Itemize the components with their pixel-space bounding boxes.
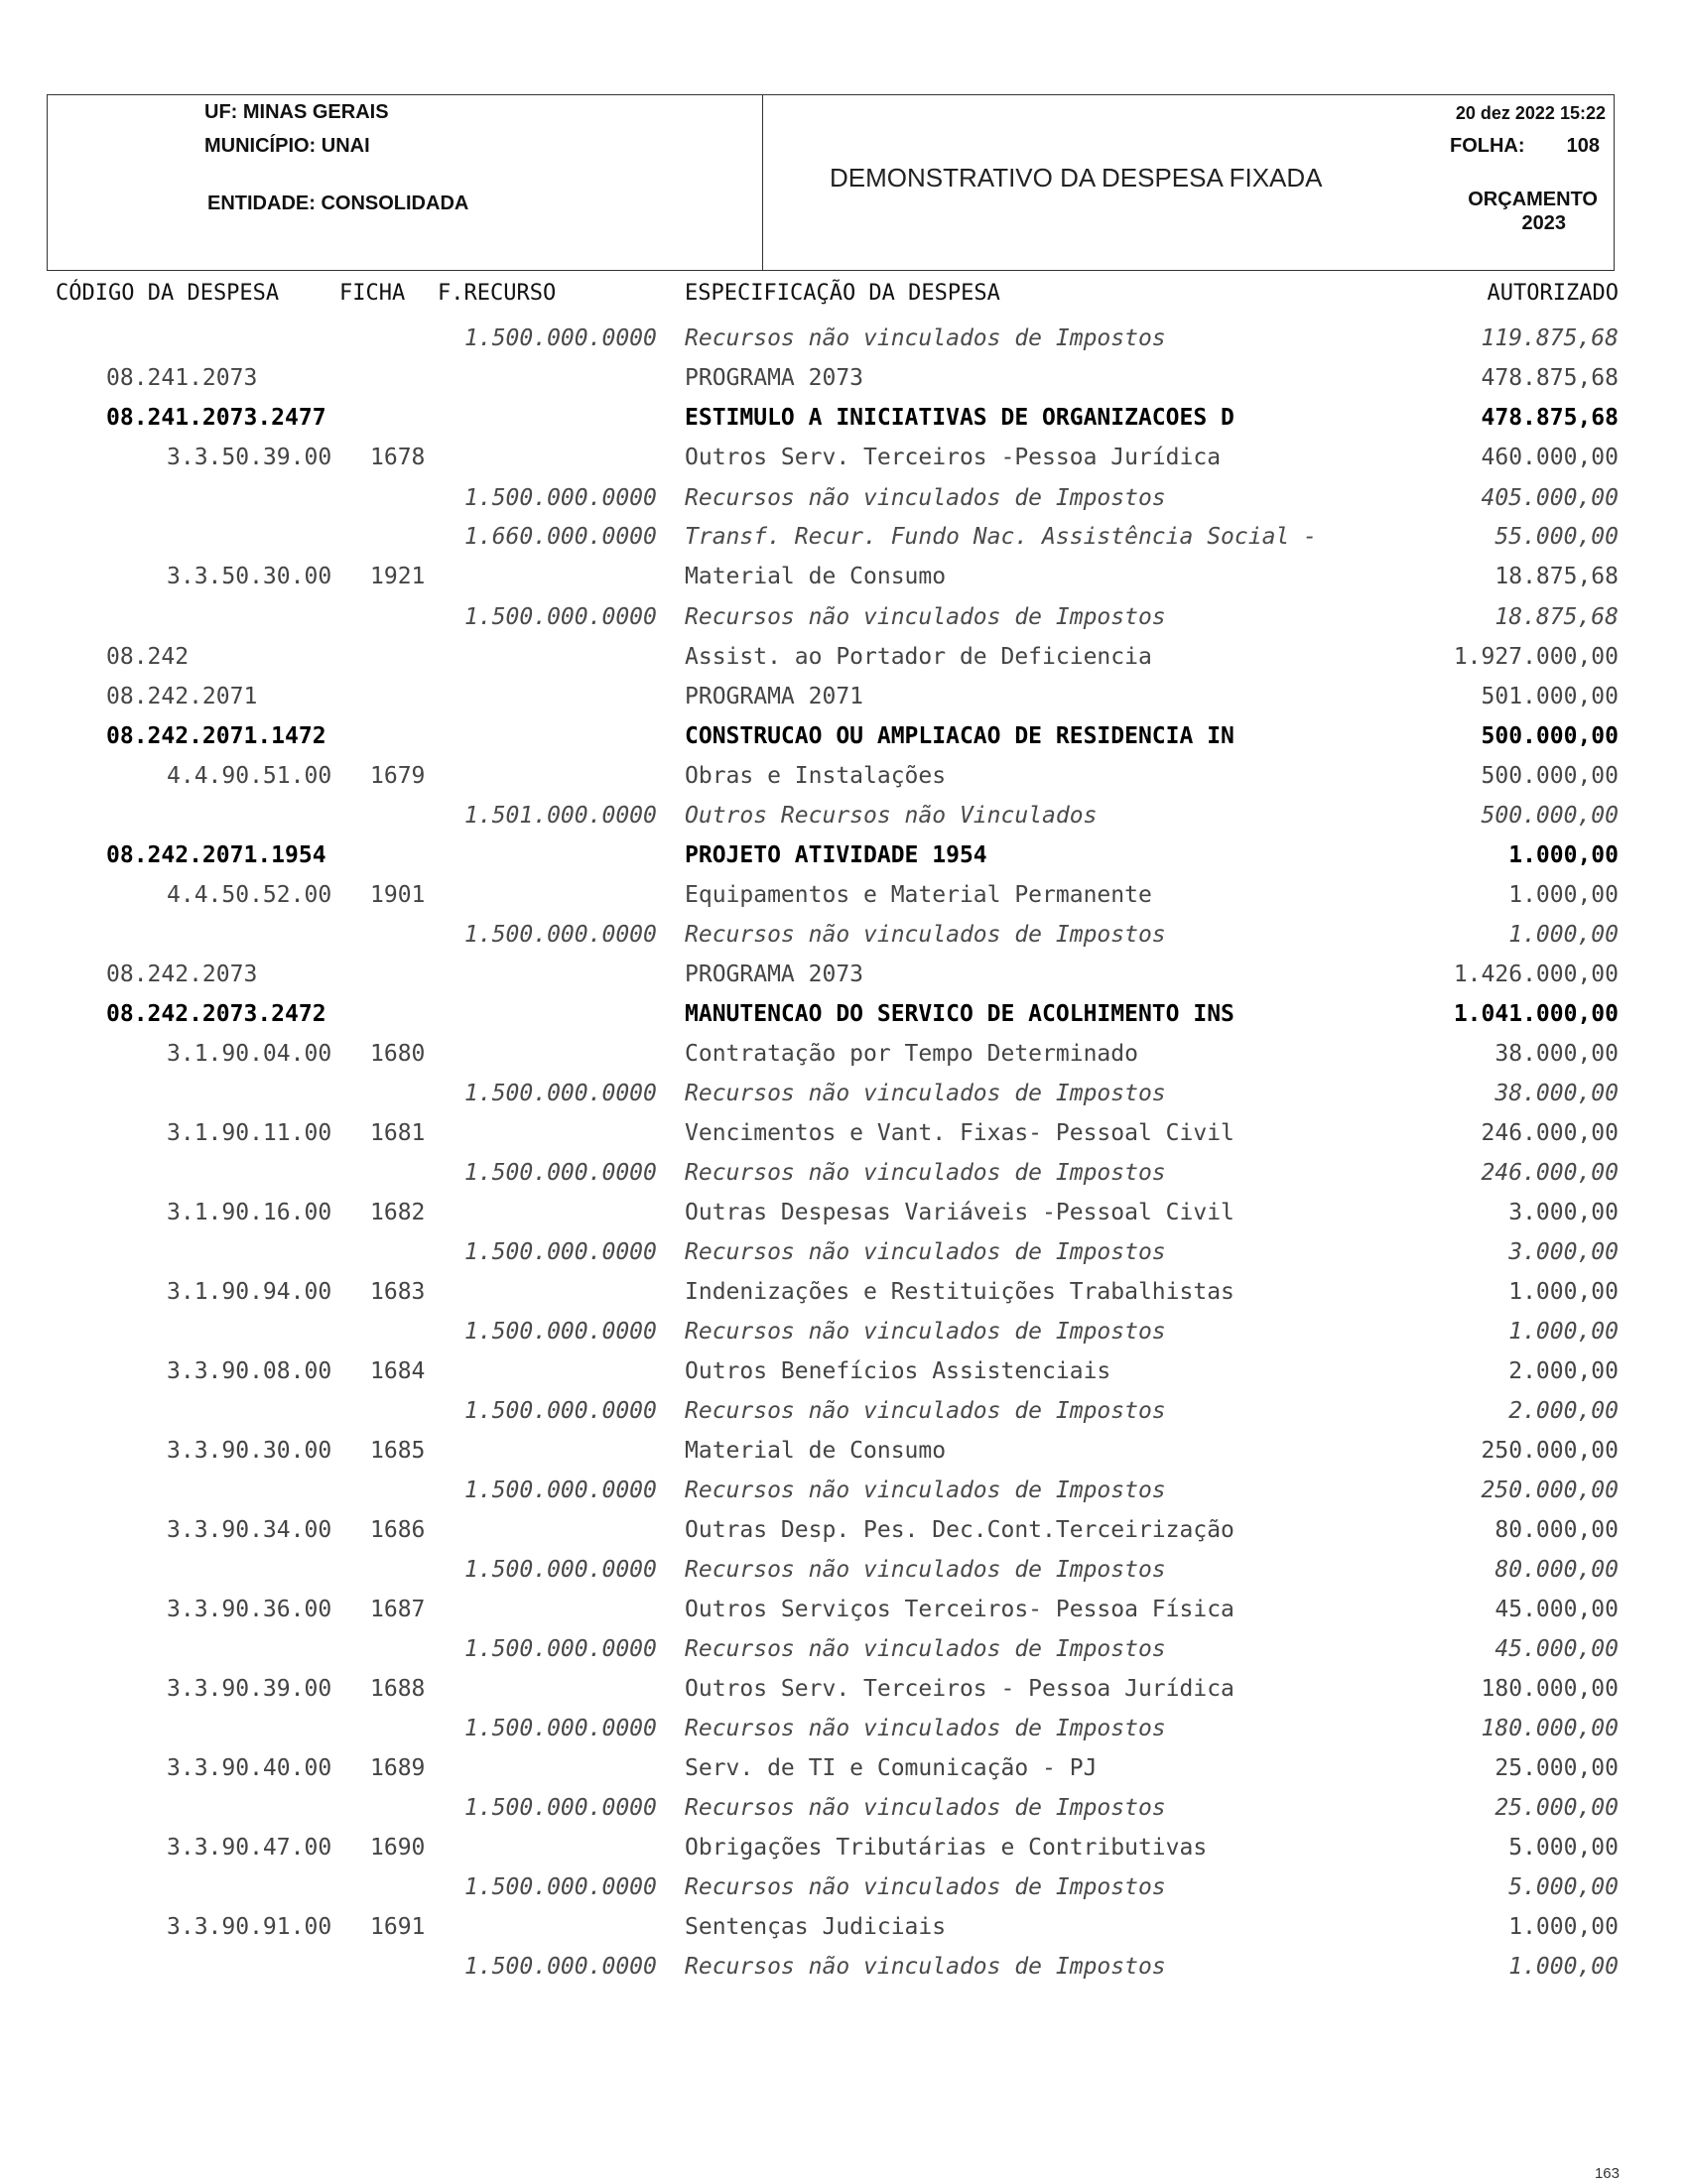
element-row [0, 1590, 1688, 1629]
row-value: 2.000,00 [1508, 1398, 1619, 1424]
row-value: 25.000,00 [1494, 1755, 1619, 1781]
element-row [0, 756, 1688, 796]
row-recurso: 1.500.000.0000 [464, 1477, 657, 1503]
row-value: 250.000,00 [1481, 1477, 1619, 1503]
row-value: 38.000,00 [1494, 1041, 1619, 1067]
col-header-ficha: FICHA [339, 281, 406, 306]
action-row [0, 716, 1688, 756]
row-description: Sentenças Judiciais [685, 1914, 947, 1940]
row-ficha: 1678 [370, 445, 426, 470]
element-row [0, 1272, 1688, 1312]
row-code: 3.3.50.39.00 [167, 445, 332, 470]
folha-value: 108 [1566, 135, 1600, 157]
row-value: 3.000,00 [1508, 1200, 1619, 1225]
row-description: Equipamentos e Material Permanente [685, 882, 1152, 908]
col-header-autorizado: AUTORIZADO [1487, 281, 1619, 306]
program-row [0, 358, 1688, 398]
program-row [0, 677, 1688, 716]
row-code: 3.3.90.47.00 [167, 1835, 332, 1861]
element-row [0, 1510, 1688, 1550]
row-code: 3.3.90.40.00 [167, 1755, 332, 1781]
row-code: 3.3.90.91.00 [167, 1914, 332, 1940]
row-value: 45.000,00 [1494, 1597, 1619, 1622]
row-value: 460.000,00 [1481, 445, 1619, 470]
source-row [0, 915, 1688, 955]
source-row [0, 1471, 1688, 1510]
row-code: 08.242.2071.1472 [106, 723, 326, 749]
row-description: Obras e Instalações [685, 763, 947, 789]
uf-label: UF: MINAS GERAIS [204, 101, 389, 123]
orcamento-label: ORÇAMENTO [1468, 189, 1598, 210]
row-description: Transf. Recur. Fundo Nac. Assistência Social - [685, 524, 1317, 550]
row-description: Material de Consumo [685, 564, 947, 589]
col-header-especificacao: ESPECIFICAÇÃO DA DESPESA [685, 281, 1000, 306]
row-description: PROJETO ATIVIDADE 1954 [685, 842, 987, 868]
row-value: 38.000,00 [1494, 1081, 1619, 1106]
orcamento-year: 2023 [1521, 212, 1566, 234]
row-description: Outras Desp. Pes. Dec.Cont.Terceirização [685, 1517, 1234, 1543]
row-code: 4.4.90.51.00 [167, 763, 332, 789]
row-description: PROGRAMA 2071 [685, 684, 864, 709]
action-row [0, 994, 1688, 1034]
element-row [0, 438, 1688, 477]
row-description: Serv. de TI e Comunicação - PJ [685, 1755, 1098, 1781]
program-row [0, 637, 1688, 677]
row-recurso: 1.500.000.0000 [464, 1081, 657, 1106]
row-recurso: 1.500.000.0000 [464, 1160, 657, 1186]
row-value: 478.875,68 [1481, 365, 1619, 391]
source-row [0, 319, 1688, 358]
row-description: ESTIMULO A INICIATIVAS DE ORGANIZACOES D [685, 405, 1234, 431]
row-code: 3.3.90.30.00 [167, 1438, 332, 1464]
row-description: Vencimentos e Vant. Fixas- Pessoal Civil [685, 1120, 1234, 1146]
action-row [0, 835, 1688, 875]
row-value: 5.000,00 [1508, 1874, 1619, 1900]
source-row [0, 1312, 1688, 1351]
row-ficha: 1681 [370, 1120, 426, 1146]
row-value: 1.000,00 [1508, 842, 1619, 868]
row-recurso: 1.660.000.0000 [464, 524, 657, 550]
row-value: 1.927.000,00 [1453, 644, 1619, 670]
row-value: 55.000,00 [1494, 524, 1619, 550]
row-value: 500.000,00 [1481, 803, 1619, 829]
row-description: Recursos não vinculados de Impostos [685, 1636, 1166, 1662]
source-row [0, 517, 1688, 557]
row-description: PROGRAMA 2073 [685, 962, 864, 987]
row-description: Outros Serv. Terceiros - Pessoa Jurídica [685, 1676, 1234, 1702]
row-value: 1.000,00 [1508, 1319, 1619, 1345]
row-recurso: 1.500.000.0000 [464, 1716, 657, 1741]
source-row [0, 1232, 1688, 1272]
element-row [0, 1907, 1688, 1947]
row-recurso: 1.500.000.0000 [464, 1636, 657, 1662]
row-description: PROGRAMA 2073 [685, 365, 864, 391]
row-code: 08.241.2073.2477 [106, 405, 326, 431]
row-code: 08.242.2071.1954 [106, 842, 326, 868]
row-value: 45.000,00 [1494, 1636, 1619, 1662]
row-recurso: 1.500.000.0000 [464, 485, 657, 511]
row-description: Recursos não vinculados de Impostos [685, 485, 1166, 511]
row-description: Outros Serv. Terceiros -Pessoa Jurídica [685, 445, 1222, 470]
element-row [0, 1431, 1688, 1471]
row-value: 18.875,68 [1494, 604, 1619, 630]
row-description: Recursos não vinculados de Impostos [685, 1477, 1166, 1503]
col-header-codigo: CÓDIGO DA DESPESA [56, 281, 280, 306]
row-value: 180.000,00 [1481, 1676, 1619, 1702]
row-ficha: 1680 [370, 1041, 426, 1067]
source-row [0, 1788, 1688, 1828]
program-row [0, 955, 1688, 994]
row-code: 08.242 [106, 644, 190, 670]
row-value: 18.875,68 [1494, 564, 1619, 589]
row-value: 25.000,00 [1494, 1795, 1619, 1821]
row-ficha: 1690 [370, 1835, 426, 1861]
row-code: 3.1.90.94.00 [167, 1279, 332, 1305]
row-value: 500.000,00 [1481, 763, 1619, 789]
row-code: 3.3.50.30.00 [167, 564, 332, 589]
row-code: 3.3.90.08.00 [167, 1358, 332, 1384]
col-header-recurso: F.RECURSO [438, 281, 557, 306]
row-description: Recursos não vinculados de Impostos [685, 1398, 1166, 1424]
row-ficha: 1682 [370, 1200, 426, 1225]
row-value: 2.000,00 [1508, 1358, 1619, 1384]
row-code: 3.3.90.39.00 [167, 1676, 332, 1702]
row-value: 3.000,00 [1508, 1239, 1619, 1265]
action-row [0, 398, 1688, 438]
row-ficha: 1687 [370, 1597, 426, 1622]
row-code: 3.3.90.34.00 [167, 1517, 332, 1543]
row-value: 1.041.000,00 [1453, 1001, 1619, 1027]
header-divider [762, 95, 763, 270]
source-row [0, 1550, 1688, 1590]
row-description: Outras Despesas Variáveis -Pessoal Civil [685, 1200, 1234, 1225]
row-description: MANUTENCAO DO SERVICO DE ACOLHIMENTO INS [685, 1001, 1234, 1027]
row-recurso: 1.500.000.0000 [464, 1398, 657, 1424]
element-row [0, 557, 1688, 596]
row-value: 1.000,00 [1508, 882, 1619, 908]
row-code: 08.242.2073 [106, 962, 258, 987]
row-description: Recursos não vinculados de Impostos [685, 1557, 1166, 1583]
row-recurso: 1.500.000.0000 [464, 1557, 657, 1583]
row-value: 1.426.000,00 [1453, 962, 1619, 987]
row-description: Recursos não vinculados de Impostos [685, 1795, 1166, 1821]
row-value: 1.000,00 [1508, 1279, 1619, 1305]
row-ficha: 1921 [370, 564, 426, 589]
row-value: 1.000,00 [1508, 1914, 1619, 1940]
row-value: 80.000,00 [1494, 1557, 1619, 1583]
row-value: 246.000,00 [1481, 1160, 1619, 1186]
row-value: 180.000,00 [1481, 1716, 1619, 1741]
row-description: Recursos não vinculados de Impostos [685, 1716, 1166, 1741]
row-value: 80.000,00 [1494, 1517, 1619, 1543]
municipio-label: MUNICÍPIO: UNAI [204, 135, 370, 157]
row-description: Recursos não vinculados de Impostos [685, 604, 1166, 630]
element-row [0, 1113, 1688, 1153]
element-row [0, 1351, 1688, 1391]
row-ficha: 1901 [370, 882, 426, 908]
element-row [0, 1748, 1688, 1788]
row-value: 119.875,68 [1481, 325, 1619, 351]
entidade-label: ENTIDADE: CONSOLIDADA [207, 193, 469, 214]
row-code: 08.242.2071 [106, 684, 258, 709]
row-code: 3.1.90.11.00 [167, 1120, 332, 1146]
row-code: 08.242.2073.2472 [106, 1001, 326, 1027]
row-ficha: 1684 [370, 1358, 426, 1384]
row-description: Indenizações e Restituições Trabalhistas [685, 1279, 1234, 1305]
source-row [0, 1709, 1688, 1748]
row-value: 500.000,00 [1481, 723, 1619, 749]
row-description: Recursos não vinculados de Impostos [685, 1874, 1166, 1900]
report-header [47, 94, 1615, 271]
row-description: Recursos não vinculados de Impostos [685, 325, 1166, 351]
row-description: Outros Benefícios Assistenciais [685, 1358, 1111, 1384]
source-row [0, 1391, 1688, 1431]
row-ficha: 1679 [370, 763, 426, 789]
row-recurso: 1.500.000.0000 [464, 325, 657, 351]
element-row [0, 1669, 1688, 1709]
row-recurso: 1.501.000.0000 [464, 803, 657, 829]
source-row [0, 796, 1688, 835]
row-code: 4.4.50.52.00 [167, 882, 332, 908]
source-row [0, 1153, 1688, 1193]
source-row [0, 1074, 1688, 1113]
row-ficha: 1686 [370, 1517, 426, 1543]
row-description: Assist. ao Portador de Deficiencia [685, 644, 1152, 670]
row-description: Outros Recursos não Vinculados [685, 803, 1098, 829]
row-description: Recursos não vinculados de Impostos [685, 1954, 1166, 1980]
row-value: 246.000,00 [1481, 1120, 1619, 1146]
row-ficha: 1689 [370, 1755, 426, 1781]
row-ficha: 1688 [370, 1676, 426, 1702]
report-datetime: 20 dez 2022 15:22 [1455, 103, 1606, 123]
element-row [0, 875, 1688, 915]
row-ficha: 1691 [370, 1914, 426, 1940]
row-description: Recursos não vinculados de Impostos [685, 1239, 1166, 1265]
row-ficha: 1685 [370, 1438, 426, 1464]
row-value: 405.000,00 [1481, 485, 1619, 511]
row-value: 5.000,00 [1508, 1835, 1619, 1861]
row-code: 3.1.90.04.00 [167, 1041, 332, 1067]
row-code: 08.241.2073 [106, 365, 258, 391]
source-row [0, 478, 1688, 518]
row-ficha: 1683 [370, 1279, 426, 1305]
row-value: 501.000,00 [1481, 684, 1619, 709]
row-description: Recursos não vinculados de Impostos [685, 1160, 1166, 1186]
element-row [0, 1034, 1688, 1074]
row-description: Contratação por Tempo Determinado [685, 1041, 1138, 1067]
source-row [0, 1629, 1688, 1669]
row-recurso: 1.500.000.0000 [464, 1239, 657, 1265]
report-title: DEMONSTRATIVO DA DESPESA FIXADA [830, 163, 1323, 193]
source-row [0, 597, 1688, 637]
row-value: 1.000,00 [1508, 922, 1619, 948]
row-description: CONSTRUCAO OU AMPLIACAO DE RESIDENCIA IN [685, 723, 1234, 749]
row-description: Recursos não vinculados de Impostos [685, 922, 1166, 948]
row-recurso: 1.500.000.0000 [464, 1954, 657, 1980]
page-number: 163 [1594, 2165, 1620, 2182]
row-recurso: 1.500.000.0000 [464, 922, 657, 948]
row-recurso: 1.500.000.0000 [464, 1795, 657, 1821]
row-description: Obrigações Tributárias e Contributivas [685, 1835, 1208, 1861]
row-description: Recursos não vinculados de Impostos [685, 1319, 1166, 1345]
row-value: 250.000,00 [1481, 1438, 1619, 1464]
row-code: 3.1.90.16.00 [167, 1200, 332, 1225]
element-row [0, 1193, 1688, 1232]
source-row [0, 1867, 1688, 1907]
element-row [0, 1828, 1688, 1867]
row-code: 3.3.90.36.00 [167, 1597, 332, 1622]
row-recurso: 1.500.000.0000 [464, 1319, 657, 1345]
row-description: Outros Serviços Terceiros- Pessoa Física [685, 1597, 1234, 1622]
row-description: Recursos não vinculados de Impostos [685, 1081, 1166, 1106]
row-value: 478.875,68 [1481, 405, 1619, 431]
row-value: 1.000,00 [1508, 1954, 1619, 1980]
row-description: Material de Consumo [685, 1438, 947, 1464]
row-recurso: 1.500.000.0000 [464, 604, 657, 630]
source-row [0, 1947, 1688, 1987]
folha-label: FOLHA: [1450, 135, 1525, 157]
row-recurso: 1.500.000.0000 [464, 1874, 657, 1900]
